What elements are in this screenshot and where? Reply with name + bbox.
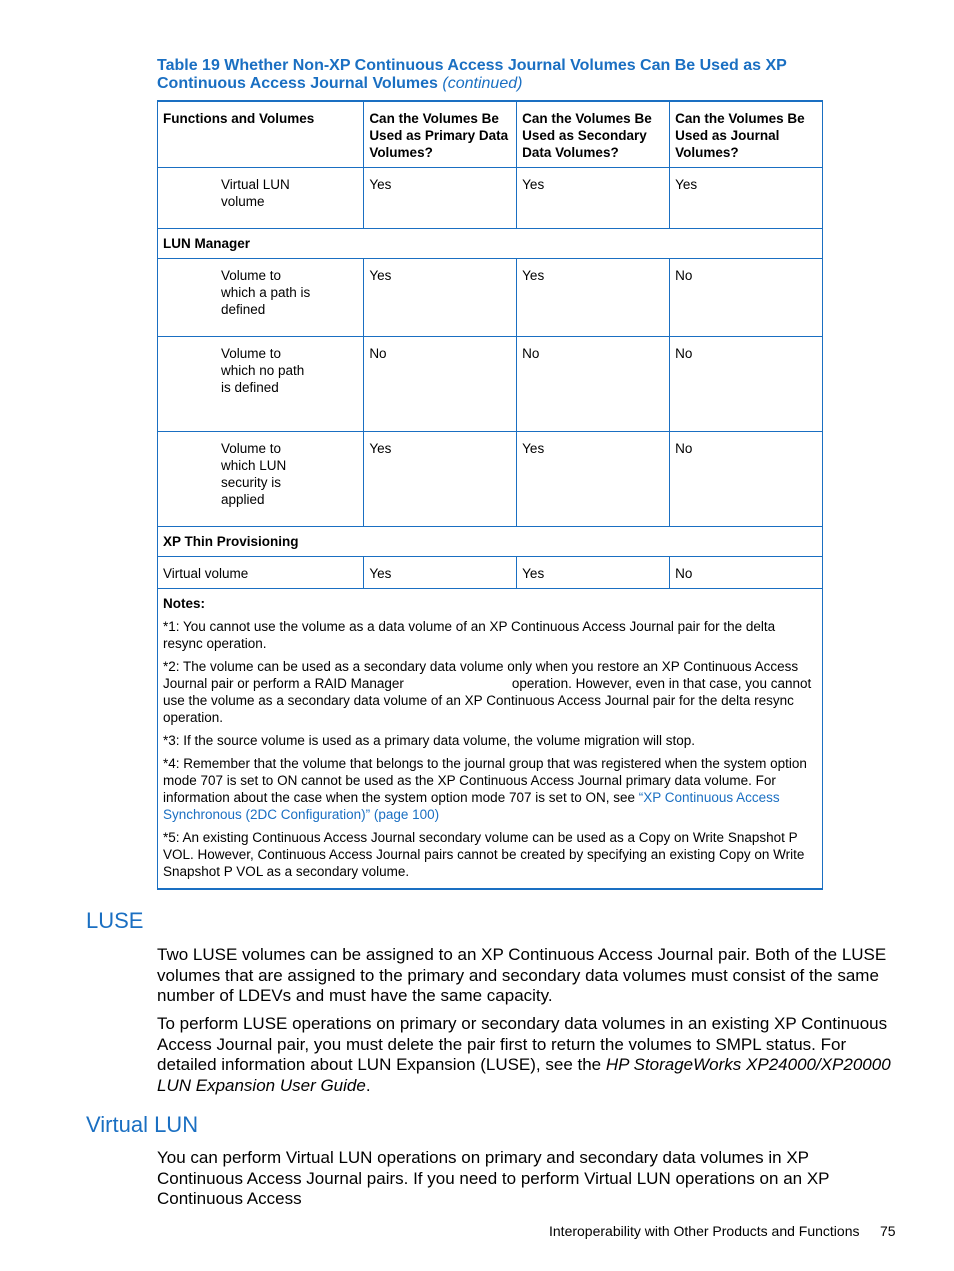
luse-guide-title: HP StorageWorks XP24000/XP20000 LUN Expansion User Guide [157, 1055, 891, 1095]
note-2 [163, 658, 817, 726]
notes-title: Notes: [163, 596, 206, 611]
row-name-cell [158, 337, 364, 432]
header-functions: Functions and Volumes [158, 101, 364, 168]
header-secondary: Can the Volumes Be Used as Secondary Data Volumes? [517, 101, 670, 168]
volumes-table [157, 100, 823, 890]
secondary-value: Yes [517, 432, 670, 527]
secondary-value: Yes [517, 557, 670, 589]
table-caption [157, 57, 817, 93]
virtual-lun-paragraph: You can perform Virtual LUN operations on primary and secondary data volumes in XP Continuous Access Journal pairs. If you need to perform Virtual LUN operations on an XP Continuous Access [157, 1148, 830, 1208]
journal-value: No [670, 259, 823, 337]
luse-paragraph-2-text: To perform LUSE operations on primary or secondary data volumes in an existing XP Continuous Access Journal pair, you must delete the pair first to return the volumes to SMPL status. For detailed information about LUN Expansion (LUSE), see the [157, 1014, 888, 1074]
luse-paragraph-1: Two LUSE volumes can be assigned to an XP Continuous Access Journal pair. Both of the LUSE volumes that are assigned to the primary and secondary data volumes must consist of the same number of LDEVs and must have the same capacity. [157, 945, 887, 1005]
table-title: Table 19 Whether Non-XP Continuous Access Journal Volumes Can Be Used as XP Continuous Access Journal Volumes [157, 57, 787, 92]
table-continued-label: (continued) [442, 75, 523, 92]
row-name-cell [158, 168, 364, 229]
primary-value: Yes [364, 432, 517, 527]
table-row [158, 432, 823, 527]
note-5: *5: An existing Continuous Access Journal secondary volume can be used as a Copy on Write Snapshot P VOL. However, Continuous Access Journal pairs cannot be created by specifying an existing Copy on Write Snapshot P VOL as a secondary volume. [163, 830, 805, 879]
journal-value: No [670, 557, 823, 589]
note-4-text: *4: Remember that the volume that belongs to the journal group that was registered when the system option mode 707 is set to ON cannot be used as the XP Continuous Access Journal primary data volume. For information about the case when the system option mode 707 is set to ON, see [163, 756, 807, 805]
footer-text: Interoperability with Other Products and Functions [549, 1223, 860, 1239]
section-row [158, 229, 823, 259]
journal-value: Yes [670, 168, 823, 229]
primary-value: Yes [364, 168, 517, 229]
secondary-value: No [517, 337, 670, 432]
notes-cell [158, 589, 823, 890]
row-name: Volume to which LUN security is applied [221, 441, 287, 507]
table-row [158, 168, 823, 229]
row-name: Virtual volume [158, 557, 364, 589]
secondary-value: Yes [517, 168, 670, 229]
note-2-start: *2: The volume can be used as a secondary data volume only when you restore an XP Continuous Access Journal pair or perform a RAID Manager [163, 659, 799, 691]
row-name-cell [158, 259, 364, 337]
note-2-end: operation. However, even in that case, you cannot use the volume as a secondary data volume of an XP Continuous Access Journal pair for the delta resync operation. [163, 676, 812, 725]
note-3: *3: If the source volume is used as a primary data volume, the volume migration will stop. [163, 733, 695, 748]
page-number: 75 [880, 1223, 896, 1239]
journal-value: No [670, 337, 823, 432]
primary-value: Yes [364, 557, 517, 589]
table-row [158, 557, 823, 589]
secondary-value: Yes [517, 259, 670, 337]
table-header-row [158, 101, 823, 168]
row-name: Volume to which no path is defined [221, 346, 305, 395]
section-thin-provisioning: XP Thin Provisioning [158, 527, 823, 557]
note-4-link[interactable]: “XP Continuous Access Synchronous (2DC Configuration)” (page 100) [163, 790, 780, 822]
luse-paragraph-2-end: . [365, 1075, 371, 1095]
virtual-lun-heading: Virtual LUN [86, 1112, 199, 1137]
primary-value: Yes [364, 259, 517, 337]
note-4 [163, 755, 817, 823]
note-1: *1: You cannot use the volume as a data volume of an XP Continuous Access Journal pair for the delta resync operation. [163, 619, 776, 651]
journal-value: No [670, 432, 823, 527]
row-name-cell [158, 432, 364, 527]
section-lun-manager: LUN Manager [158, 229, 823, 259]
luse-heading: LUSE [86, 908, 144, 933]
header-journal: Can the Volumes Be Used as Journal Volumes? [670, 101, 823, 168]
row-name: Virtual LUN volume [221, 177, 290, 209]
row-name: Volume to which a path is defined [221, 268, 311, 317]
table-row [158, 337, 823, 432]
luse-paragraph-2 [157, 1014, 899, 1096]
table-row [158, 259, 823, 337]
section-row [158, 527, 823, 557]
notes-row [158, 589, 823, 890]
header-primary: Can the Volumes Be Used as Primary Data Volumes? [364, 101, 517, 168]
primary-value: No [364, 337, 517, 432]
